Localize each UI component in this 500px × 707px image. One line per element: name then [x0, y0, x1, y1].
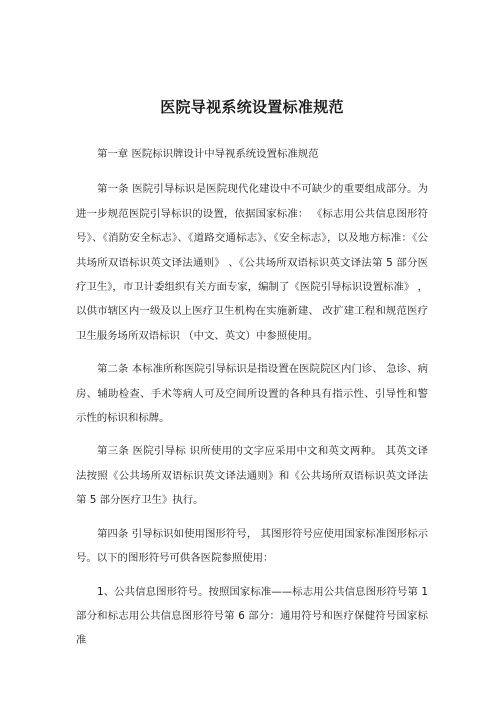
article-4-paragraph: 第四条 引导标识如使用图形符号， 其图形符号应使用国家标准图形标示号。以下的图形符号可供各医院参照使用： — [76, 527, 428, 565]
chapter-heading: 第一章 医院标识牌设计中导视系统设置标准规范 — [97, 148, 319, 160]
article-2-paragraph: 第二条 本标准所称医院引导标识是指设置在医院院区内门诊、 急诊、病房、辅助检查、手术等病人可及空间所设置的各种具有指示性、引导性和警示性的标识和标牌。 — [76, 363, 428, 425]
list-item-1-paragraph: 1、公共信息图形符号。按照国家标准——标志用公共信息图形符号第 1 部分和标志用公共信息图形符号第 6 部分：通用符号和医疗保健符号国家标准 — [76, 585, 428, 647]
document-title: 医院导视系统设置标准规范 — [160, 98, 344, 116]
article-1-paragraph: 第一条 医院引导标识是医院现代化建设中不可缺少的重要组成部分。为进一步规范医院引导标识的设置，依据国家标准： 《标志用公共信息图形符号》、《消防安全标志》、《道路交通标志》、《安全标志》，以及地方标准：《公共场所双语标识英文译法通则》 、《公共场所双语标识英文译法第 5 部分医疗卫生》，市卫计委组织有关方面专家，编制了《医院引导标识设置标准》 ，以供市辖区内一级及以上医疗卫生机构在实施新建、 改扩建工程和规范医疗卫生服务场所双语标识 （中文、英文）中参照使用。 — [76, 183, 428, 342]
article-3-paragraph: 第三条 医院引导标 识所使用的文字应采用中文和英文两种。 其英文译法按照《公共场所双语标识英文译法通则》和《公共场所双语标识英文译法第 5 部分医疗卫生》执行。 — [76, 445, 428, 507]
